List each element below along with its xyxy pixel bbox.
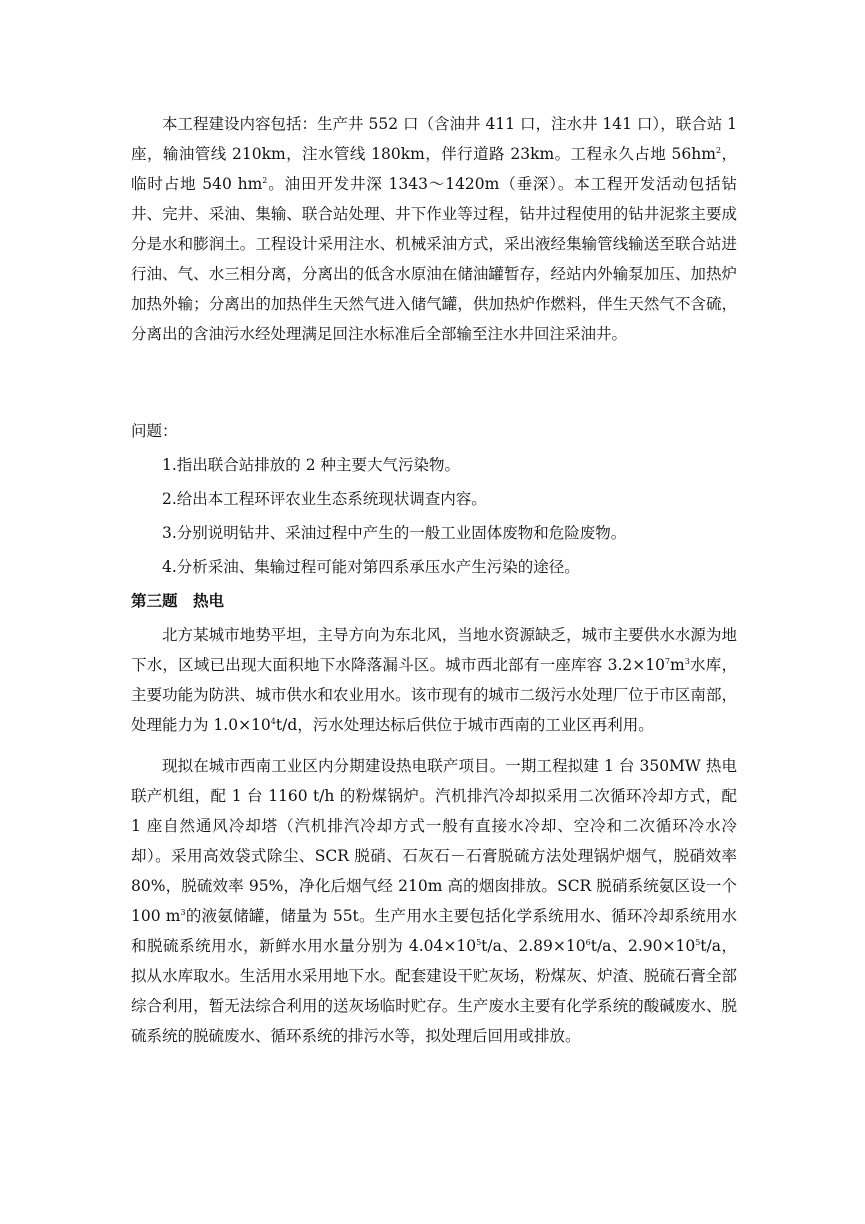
text-run: t/a、2.90×10 [590, 937, 696, 955]
superscript: 7 [664, 656, 671, 666]
text-run: 现拟在城市西南工业区内分期建设热电联产项目。一期工程拟建 1 台 350MW 热电联产机组，配 1 台 1160 t/h 的粉煤锅炉。汽机排汽冷却拟采用二次循环冷却方式，配 1 座自然通风冷却塔（汽机排汽冷却方式一般有直接水冷却、空冷和二次循环冷水冷却）。采用高效袋式除尘、SCR 脱硝、石灰石－石膏脱硫方法处理锅炉烟气，脱硝效率 80%，脱硫效率 95%，净化后烟气经 210m 高的烟囱排放。SCR 脱硝系统氨区设一个 100 m [131, 757, 737, 925]
section-heading: 第三题 热电 [131, 592, 225, 610]
text-run: m [670, 656, 685, 674]
superscript: 4 [270, 716, 276, 726]
text-run: t/d，污水处理达标后供位于城市西南的工业区再利用。 [275, 716, 654, 734]
text-run: t/a、2.89×10 [481, 937, 586, 955]
text-run: ，临时占地 540 hm [131, 145, 737, 193]
project-plan-paragraph [131, 751, 737, 1051]
superscript: 2 [262, 175, 268, 185]
question-item: 2.给出本工程环评农业生态系统现状调查内容。 [162, 490, 487, 508]
superscript: 2 [715, 145, 722, 155]
superscript: 3 [684, 656, 690, 666]
project-description-paragraph [131, 109, 737, 349]
superscript: 3 [180, 907, 186, 917]
superscript: 5 [476, 937, 482, 947]
question-item: 3.分别说明钻井、采油过程中产生的一般工业固体废物和危险废物。 [162, 524, 627, 542]
question-item: 4.分析采油、集输过程可能对第四系承压水产生污染的途径。 [162, 558, 580, 576]
text-run: 水库，主要功能为防洪、城市供水和农业用水。该市现有的城市二级污水处理厂位于市区南部，处理能力为 1.0×10 [131, 656, 737, 734]
city-background-paragraph [131, 620, 737, 740]
text-run: 本工程建设内容包括：生产井 552 口（含油井 411 口，注水井 141 口），联合站 1 座，输油管线 210km，注水管线 180km，伴行道路 23km。工程永久占地 56hm [131, 115, 737, 163]
superscript: 5 [695, 937, 701, 947]
superscript: 6 [585, 937, 591, 947]
text-run: t/a，拟从水库取水。生活用水采用地下水。配套建设干贮灰场，粉煤灰、炉渣、脱硫石膏全部综合利用，暂无法综合利用的送灰场临时贮存。生产废水主要有化学系统的酸碱废水、脱硫系统的脱硫废水、循环系统的排污水等，拟处理后回用或排放。 [131, 937, 737, 1045]
text-run: 北方某城市地势平坦，主导方向为东北风，当地水资源缺乏，城市主要供水水源为地下水，区域已出现大面积地下水降落漏斗区。城市西北部有一座库容 3.2×10 [131, 626, 737, 674]
question-item: 1.指出联合站排放的 2 种主要大气污染物。 [162, 456, 461, 474]
text-run: 的液氨储罐，储量为 55t。生产用水主要包括化学系统用水、循环冷却系统用水和脱硫系统用水，新鲜水用水量分别为 4.04×10 [131, 907, 737, 955]
questions-label: 问题： [131, 422, 178, 440]
text-run: 。油田开发井深 1343～1420m（垂深）。本工程开发活动包括钻井、完井、采油、集输、联合站处理、井下作业等过程，钻井过程使用的钻井泥浆主要成分是水和膨润土。工程设计采用注水、机械采油方式，采出液经集输管线输送至联合站进行油、气、水三相分离，分离出的低含水原油在储油罐暂存，经站内外输泵加压、加热炉加热外输；分离出的加热伴生天然气进入储气罐，供加热炉作燃料，伴生天然气不含硫，分离出的含油污水经处理满足回注水标准后全部输至注水井回注采油井。 [131, 175, 737, 343]
